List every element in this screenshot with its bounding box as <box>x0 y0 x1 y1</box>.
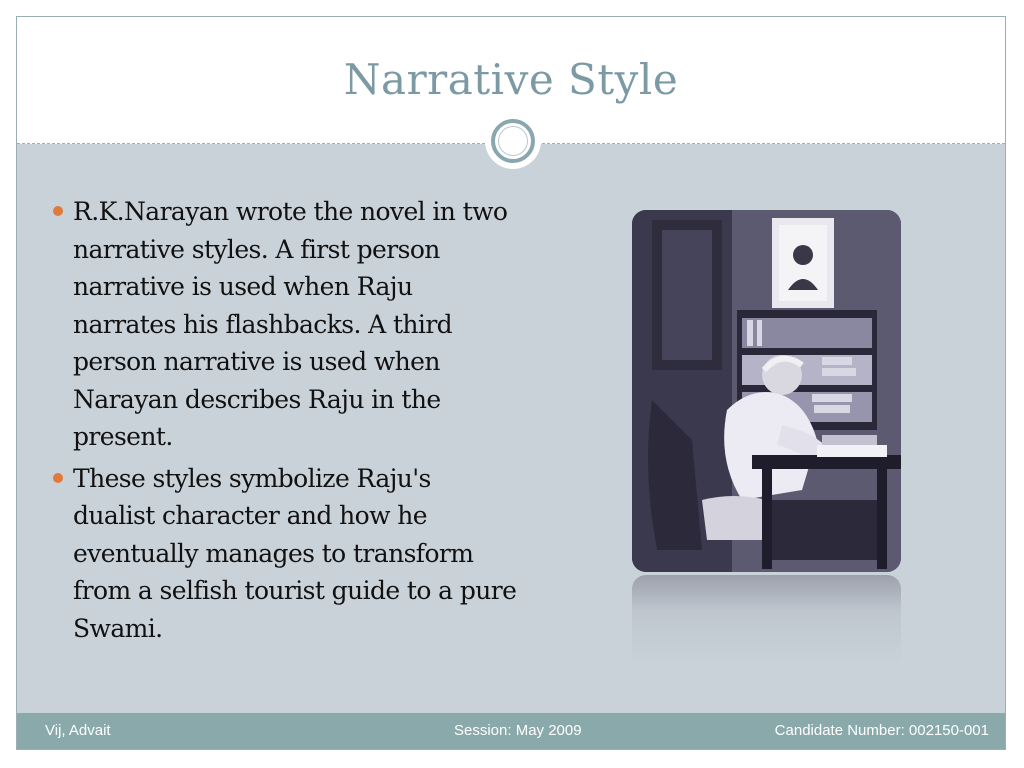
photo-reflection <box>632 575 901 665</box>
bullet-icon <box>53 473 63 483</box>
bullet-icon <box>53 206 63 216</box>
footer-candidate-number: Candidate Number: 002150-001 <box>774 722 989 739</box>
bullet-text: These styles symbolize Raju's dualist character and how he eventually manages to transform from a selfish tourist guide to a pure Swami. <box>73 463 517 643</box>
slide <box>16 16 1006 750</box>
bullet-text: R.K.Narayan wrote the novel in two narrative styles. A first person narrative is used when Raju narrates his flashbacks. A third person narrative is used when Narayan describes Raju in the present. <box>73 197 508 451</box>
bullet-item <box>49 460 519 648</box>
bullet-item <box>49 193 519 456</box>
bullet-list <box>49 193 519 651</box>
footer-author: Vij, Advait <box>45 722 111 739</box>
footer-bar <box>17 713 1005 749</box>
circle-ornament-icon <box>485 113 541 169</box>
author-photo <box>632 210 901 572</box>
footer-session: Session: May 2009 <box>454 722 582 739</box>
slide-title: Narrative Style <box>343 55 679 104</box>
